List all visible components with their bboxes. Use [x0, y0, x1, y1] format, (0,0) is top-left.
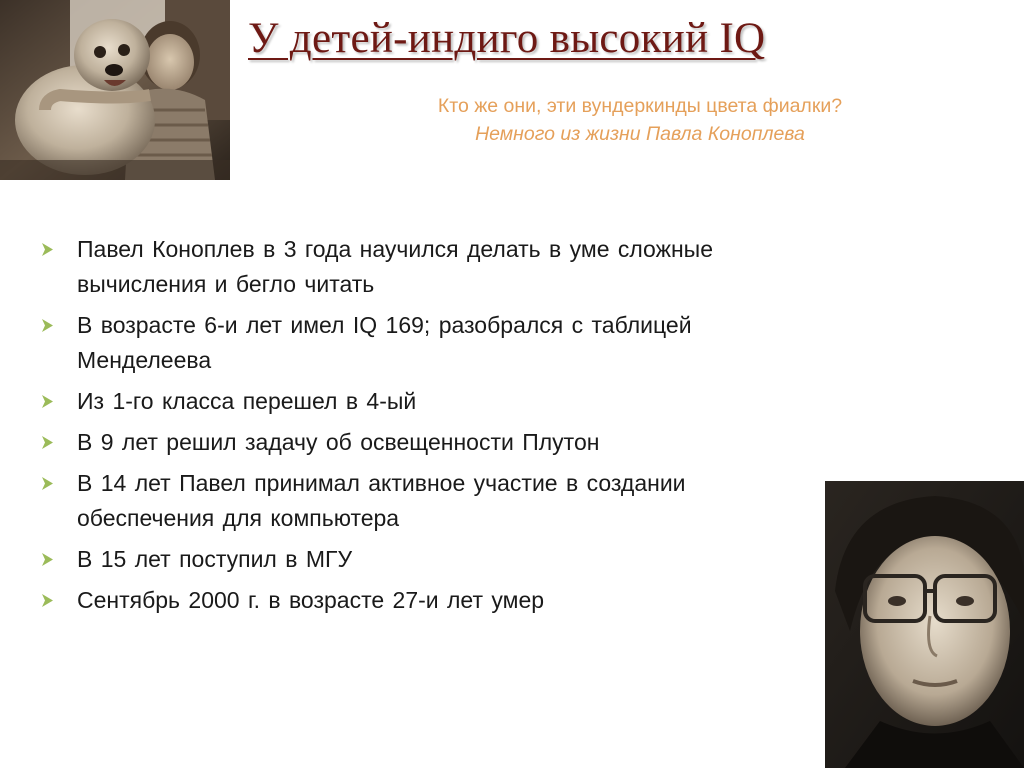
arrowhead-bullet-icon — [40, 318, 55, 333]
list-item — [40, 384, 740, 419]
list-item — [40, 583, 740, 618]
arrowhead-bullet-icon — [40, 476, 55, 491]
subtitle-question: Кто же они, эти вундеркинды цвета фиалки? — [437, 95, 843, 117]
arrowhead-bullet-icon — [40, 242, 55, 257]
list-item-text: Павел Коноплев в 3 года научился делать в уме сложные вычисления и бегло читать — [77, 236, 714, 297]
list-item-text: В 9 лет решил задачу об освещенности Плутон — [77, 429, 600, 455]
list-item-text: В 14 лет Павел принимал активное участие в создании обеспечения для компьютера — [77, 470, 686, 531]
list-item-text: Сентябрь 2000 г. в возрасте 27-и лет умер — [77, 587, 545, 613]
arrowhead-bullet-icon — [40, 552, 55, 567]
list-item-text: Из 1-го класса перешел в 4-ый — [77, 388, 417, 414]
list-item-text: В возрасте 6-и лет имел IQ 169; разобрался с таблицей Менделеева — [77, 312, 692, 373]
slide-title: У детей-индиго высокий IQ — [248, 15, 766, 62]
arrowhead-bullet-icon — [40, 394, 55, 409]
list-item — [40, 308, 740, 378]
list-item — [40, 542, 740, 577]
arrowhead-bullet-icon — [40, 435, 55, 450]
list-item-text: В 15 лет поступил в МГУ — [77, 546, 353, 572]
list-item — [40, 232, 740, 302]
list-item — [40, 466, 740, 536]
arrowhead-bullet-icon — [40, 593, 55, 608]
photo-boy-with-dog — [0, 0, 230, 180]
list-item — [40, 425, 740, 460]
bullet-list — [40, 232, 740, 624]
subtitle-caption: Немного из жизни Павла Коноплева — [475, 123, 805, 145]
photo-portrait — [825, 481, 1024, 768]
slide-subtitle — [330, 92, 950, 148]
